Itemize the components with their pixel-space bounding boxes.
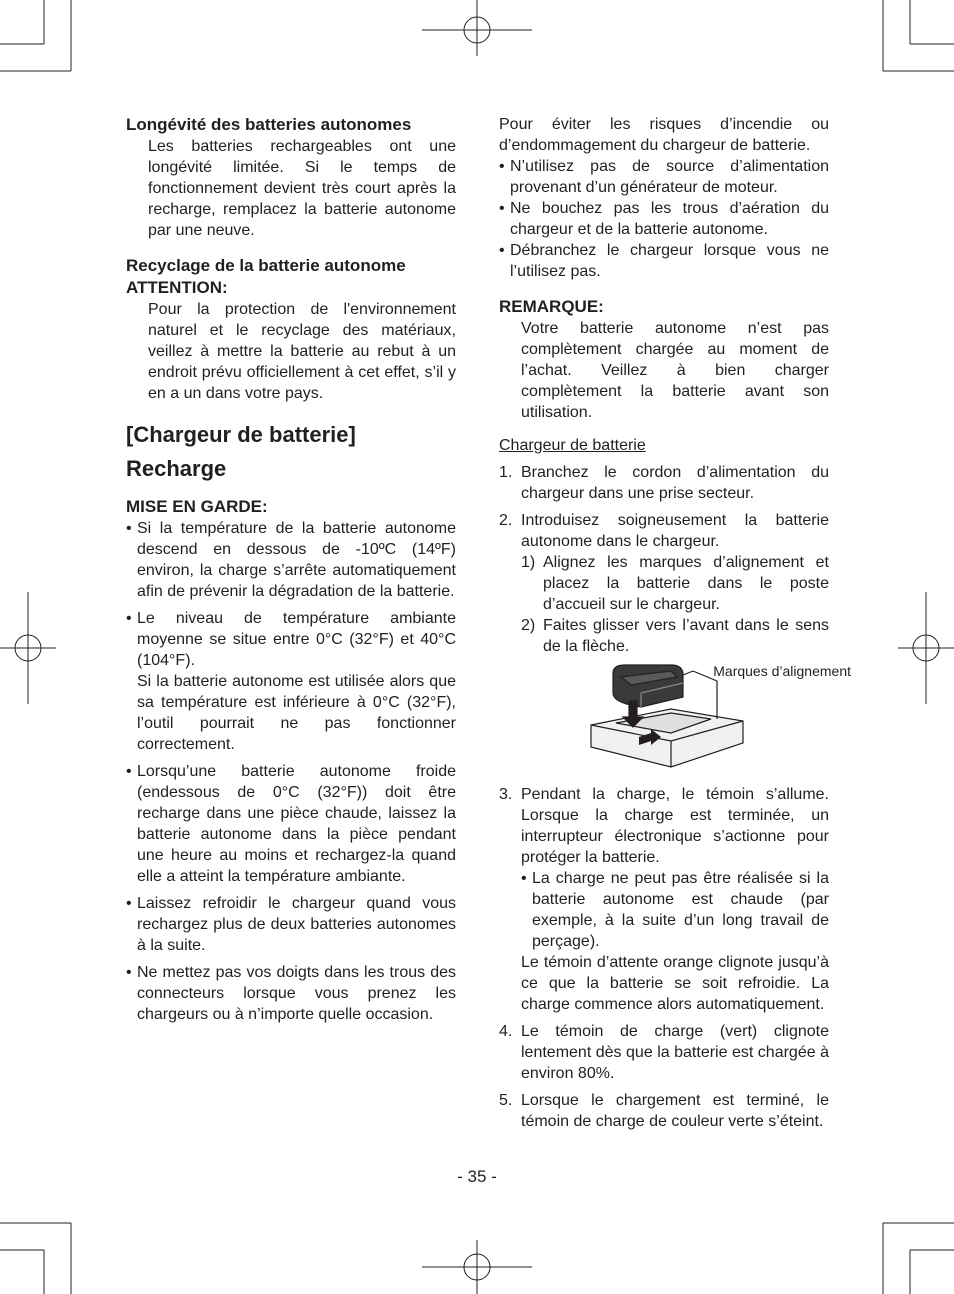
caution-item2-extra: Si la batterie autonome est utilisée alors que sa température est inférieure à 0°C (32°F), l’outil pourrait ne pas fonctionner correctement. — [137, 673, 456, 753]
list-item: • Lorsqu’une batterie autonome froide (endessous de 0°C (32°F)) doit être recharge dans une pièce chaude, laissez la batterie autonome dans la pièce pendant une heure au moins et rechargez-la quand elle a atteint la température ambiante. — [126, 761, 456, 887]
list-item: • La charge ne peut pas être réalisée si la batterie autonome est chaude (par exemple, à la suite d’un long travail de perçage). — [521, 868, 829, 952]
intro-bullets — [499, 156, 829, 282]
subsection-title: Recharge — [126, 456, 227, 481]
step3-bullets — [521, 868, 829, 952]
list-item: • N’utilisez pas de source d’alimentation provenant d’un générateur de moteur. — [499, 156, 829, 198]
caution-heading: MISE EN GARDE: — [126, 497, 268, 516]
list-item: 2. Introduisez soigneusement la batterie autonome dans le chargeur. 1) Alignez les marques d’alignement et placez la batterie dans le poste d’accueil sur le chargeur. 2) Faites glisser vers l’avant dans le sens de la flèche. Marques d’alignement — [499, 510, 829, 778]
charger-heading: Chargeur de batterie — [499, 437, 646, 454]
list-item: 5. Lorsque le chargement est terminé, le témoin de charge de couleur verte s’éteint. — [499, 1092, 829, 1130]
substep: 1) Alignez les marques d’alignement et placez la batterie dans le poste d’accueil sur le chargeur. — [521, 554, 829, 613]
attention-heading: ATTENTION: — [126, 278, 228, 297]
list-item: • Laissez refroidir le chargeur quand vous rechargez plus de deux batteries autonomes à la suite. — [126, 893, 456, 956]
left-column — [126, 114, 456, 1025]
caution-list — [126, 518, 456, 1025]
charger-illustration — [521, 663, 851, 778]
recycling-heading: Recyclage de la batterie autonome — [126, 256, 406, 275]
list-item: • Le niveau de température ambiante moyenne se situe entre 0°C (32°F) et 40°C (104°F). Si la batterie autonome est utilisée alors que sa température est inférieure à 0°C (32°F), l’outil pourrait ne pas fonctionner correctement. — [126, 608, 456, 755]
remark-text: Votre batterie autonome n’est pas complètement chargée au moment de l’achat. Veillez à bien charger complètement la batterie avant son utilisation. — [521, 320, 829, 421]
steps-list — [499, 462, 851, 1132]
list-item: 4. Le témoin de charge (vert) clignote lentement dès que la batterie est chargée à environ 80%. — [499, 1023, 829, 1082]
charger-figure — [521, 663, 851, 778]
list-item: 3. Pendant la charge, le témoin s’allume. Lorsque la charge est terminée, un interrupteur électronique s’actionne pour protéger la batterie. • La charge ne peut pas être réalisée si la batterie autonome est chaude (par exemple, à la suite d’un long travail de perçage). Le témoin d’attente orange clignote jusqu’à ce que la batterie se soit refroidie. La charge commence alors automatiquement. — [499, 784, 829, 1015]
recycling-text: Pour la protection de l'environnement naturel et le recyclage des matériaux, veillez à mettre la batterie au rebut à un endroit prévu officiellement à cet effet, s’il y en a un dans votre pays. — [148, 301, 456, 402]
intro-text: Pour éviter les risques d’incendie ou d’endommagement du chargeur de batterie. — [499, 116, 829, 154]
list-item: • Ne bouchez pas les trous d’aération du chargeur et de la batterie autonome. — [499, 198, 829, 240]
longevity-heading: Longévité des batteries autonomes — [126, 115, 412, 134]
step3-extra: Le témoin d’attente orange clignote jusqu’à ce que la batterie se soit refroidie. La charge commence alors automatiquement. — [521, 954, 829, 1013]
figure-label: Marques d’alignement — [713, 663, 851, 679]
remark-heading: REMARQUE: — [499, 297, 604, 316]
longevity-text: Les batteries rechargeables ont une longévité limitée. Si le temps de fonctionnement devient très court après la recharge, remplacez la batterie autonome par une neuve. — [148, 138, 456, 239]
right-column — [499, 114, 851, 1132]
substep: 2) Faites glisser vers l’avant dans le sens de la flèche. — [521, 617, 829, 655]
list-item: • Si la température de la batterie autonome descend en dessous de -10ºC (14ºF) environ, la charge s’arrête automatiquement afin de prévenir la dégradation de la batterie. — [126, 518, 456, 602]
list-item: • Ne mettez pas vos doigts dans les trous des connecteurs lorsque vous prenez les chargeurs ou à n’importe quelle occasion. — [126, 962, 456, 1025]
list-item: • Débranchez le chargeur lorsque vous ne l’utilisez pas. — [499, 240, 829, 282]
page-number: - 35 - — [457, 1167, 497, 1186]
list-item: 1. Branchez le cordon d’alimentation du chargeur dans une prise secteur. — [499, 464, 829, 502]
section-title: [Chargeur de batterie] — [126, 422, 356, 447]
